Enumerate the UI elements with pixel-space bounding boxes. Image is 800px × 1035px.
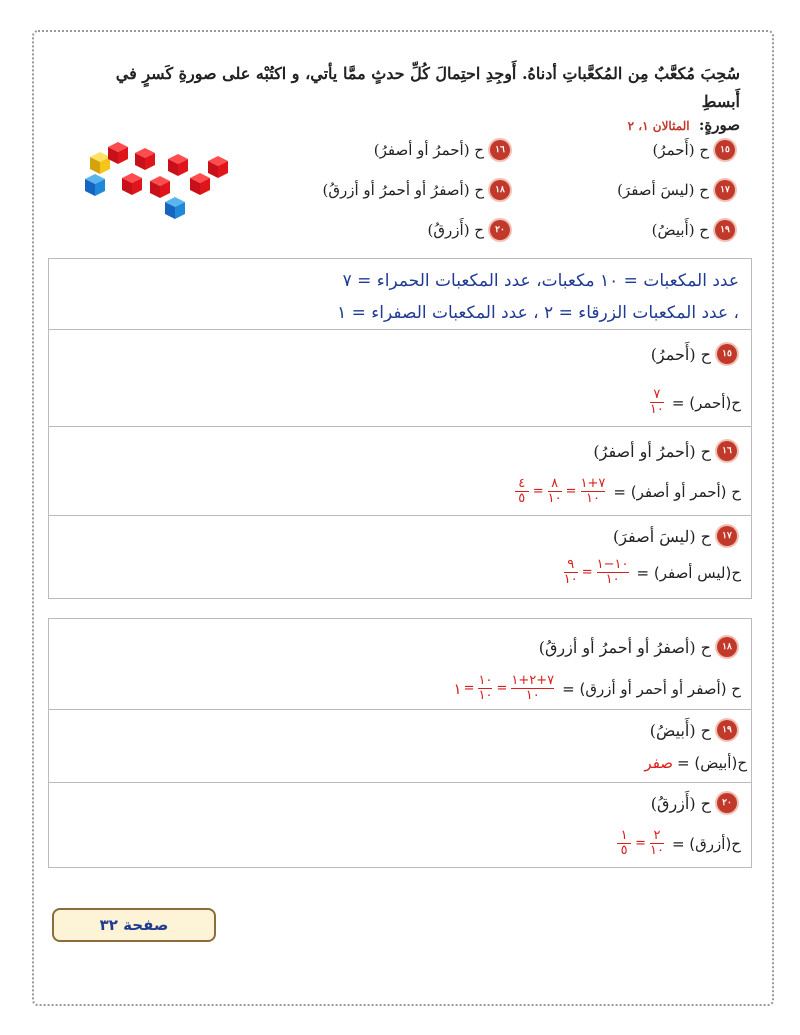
question-15: ١٥ ح (أَحمرُ) <box>510 140 735 160</box>
number-badge: ٢٠ <box>490 220 510 240</box>
question-20: ٢٠ ح (أَزرقُ) <box>285 220 510 240</box>
fraction: $\frac{١٠-١}{١٠}$ <box>596 557 629 587</box>
question-18: ١٨ ح (أصفرُ أو أحمرُ أو أزرقُ) <box>285 180 510 200</box>
instruction-block <box>100 60 740 134</box>
number-badge: ٢٠ <box>717 793 737 813</box>
cubes-illustration <box>80 140 240 230</box>
number-badge: ١٥ <box>717 344 737 364</box>
answer-15: ١٥ ح (أَحمرُ) ح(أحمر) = $\frac{٧}{١٠}$ <box>49 330 751 427</box>
red-cube <box>122 173 142 195</box>
fraction: $\frac{٧+٢+١}{١٠}$ <box>511 673 555 703</box>
number-badge: ١٩ <box>715 220 735 240</box>
fraction: $\frac{٧+١}{١٠}$ <box>580 476 606 506</box>
number-badge: ١٨ <box>717 637 737 657</box>
page-number-tab: صفحة ٣٢ <box>52 908 216 942</box>
solution-panel-2 <box>48 618 752 868</box>
number-badge: ١٥ <box>715 140 735 160</box>
fraction: $\frac{١٠}{١٠}$ <box>478 673 493 703</box>
examples-reference: المثالان ١، ٢ <box>627 119 690 133</box>
blue-cube <box>85 174 105 196</box>
fraction: $\frac{٧}{١٠}$ <box>649 387 664 417</box>
red-cube <box>190 173 210 195</box>
solution-panel-1 <box>48 258 752 599</box>
red-cube <box>135 148 155 170</box>
number-badge: ١٧ <box>717 526 737 546</box>
red-cube <box>150 176 170 198</box>
fraction: $\frac{٤}{٥}$ <box>515 477 529 506</box>
info-line-1: عدد المكعبات = ١٠ مكعبات، عدد المكعبات الحمراء = ٧ <box>342 271 739 291</box>
fraction: $\frac{١}{٥}$ <box>617 829 631 858</box>
number-badge: ١٦ <box>490 140 510 160</box>
answer-20: ٢٠ ح (أَزرقُ) ح(أزرق) = $\frac{٢}{١٠}$ = $\frac{١}{٥}$ <box>49 783 751 867</box>
number-badge: ١٧ <box>715 180 735 200</box>
red-cube <box>208 156 228 178</box>
instruction-text-cont: صورةٍ: <box>698 116 740 134</box>
red-cube <box>168 154 188 176</box>
given-info <box>49 259 751 330</box>
yellow-cube <box>90 152 110 174</box>
question-17: ١٧ ح (ليسَ أصفرَ) <box>510 180 735 200</box>
question-16: ١٦ ح (أحمرُ أو أصفرُ) <box>285 140 510 160</box>
question-grid <box>285 130 735 250</box>
fraction: $\frac{٨}{١٠}$ <box>547 476 562 506</box>
question-19: ١٩ ح (أَبيضُ) <box>510 220 735 240</box>
answer-16: ١٦ ح (أحمرُ أو أصفرُ) ح (أحمر أو أصفر) = $\frac{٧+١}{١٠}$ = $\frac{٨}{١٠}$ = $\frac{٤}{٥}$ <box>49 427 751 516</box>
info-line-2: ، عدد المكعبات الزرقاء = ٢ ، عدد المكعبات الصفراء = ١ <box>337 303 739 323</box>
red-cube <box>108 142 128 164</box>
number-badge: ١٩ <box>717 720 737 740</box>
answer-19: ١٩ ح (أَبيضُ) ح(أبيض) = صفر <box>49 710 751 783</box>
number-badge: ١٨ <box>490 180 510 200</box>
fraction: $\frac{٩}{١٠}$ <box>563 557 578 587</box>
blue-cube <box>165 197 185 219</box>
number-badge: ١٦ <box>717 441 737 461</box>
answer-18: ١٨ ح (أصفرُ أو أحمرُ أو أزرقُ) ح (أصفر أو أحمر أو أزرق) = $\frac{٧+٢+١}{١٠}$ = $\frac{١٠}{١٠}$ = ١ <box>49 619 751 710</box>
answer-17: ١٧ ح (ليسَ أصفرَ) ح(ليس أصفر) = $\frac{١٠-١}{١٠}$ = $\frac{٩}{١٠}$ <box>563 526 741 587</box>
instruction-text: سُحِبَ مُكعَّبٌ مِن المُكعَّباتِ أدناهُ. أَوجِدِ احتِمالَ كُلِّ حدثٍ ممَّا يأتي، و اكتُبْه على صورةِ كَسرٍ في أَبسطِ <box>115 64 740 111</box>
fraction: $\frac{٢}{١٠}$ <box>649 828 664 858</box>
